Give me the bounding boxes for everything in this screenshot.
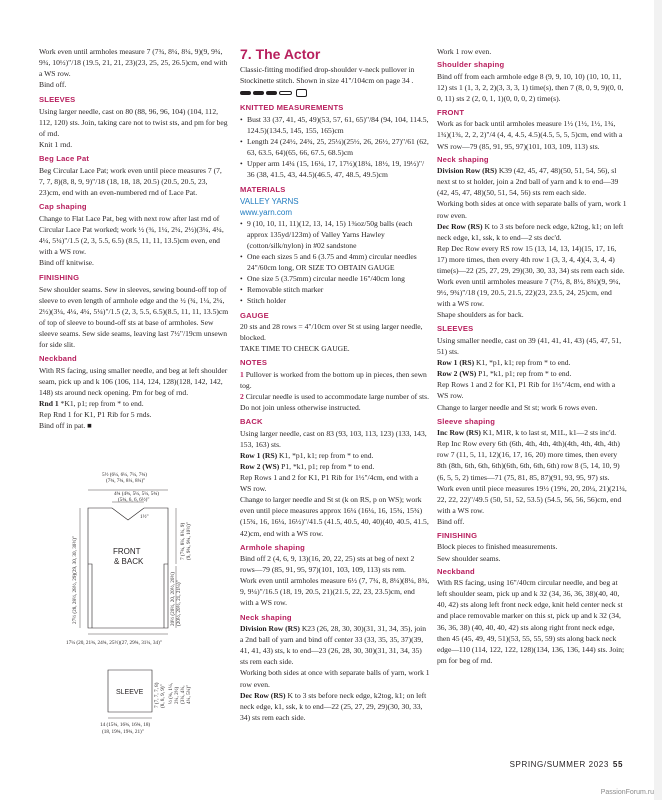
back-row-2 [240,461,430,472]
issue-label: SPRING/SUMMER 2023 [509,760,609,769]
armhole-measure-1: 7 (7¾, 8¼, 8¼, 9) [180,522,186,560]
front-heading: FRONT [437,107,465,117]
front-dec-label: Dec Row (RS) [437,221,483,231]
side-measure-2: (20½, 20½, 21, 21¼)" [176,580,182,626]
schematic-diagram [40,468,230,742]
front-dec-text-4: Shape shoulders as for back. [437,310,524,320]
front-neck-shaping-heading: Neck shaping [437,154,489,164]
side-measure-1: 20½ (20½, 20, 20½, 20½) [170,571,176,626]
rnd1-instr: *K1, p1; rep from * to end. [58,398,144,408]
sleeves-text: Using larger needle, cast on 80 (88, 96, 96, 104) (104, 112, 112, 120) sts. Join, taking care not to twist sts, and pm for beg of rnd. [39,106,228,139]
armhole-shaping-text: Bind off 2 (4, 6, 9, 13)(16, 20, 22, 25) sts at beg of next 2 rows—79 (85, 91, 95, 97)(101, 103, 109, 113) sts rem. [240,554,415,575]
top-measure-1: 5½ (6¼, 6¼, 7¼, 7¾) [102,472,147,478]
finishing-heading: FINISHING [39,273,80,282]
material-yarn: • 9 (10, 10, 11, 11)(12, 13, 14, 15) 1¾oz/50g balls (each approx 135yd/123m) of Valley Yarns Hawley (cotton/silk/nylon) in #02 sandstone [240,218,430,251]
finishing-block: Block pieces to finished measurements. [437,542,558,552]
column-left [39,46,229,431]
note-1-text: Pullover is worked from the bottom up in pieces, then sewn tog. [240,369,427,390]
back-rib-text: Rep Rows 1 and 2 for K1, P1 Rib for 1½"/4cm, end with a WS row. [240,473,419,494]
material-circular-needle: • One size 5 (3.75mm) circular needle 16"/40cm long [240,273,430,284]
measurement-length: • Length 24 (24½, 24¾, 25, 25¼)(25½, 26, 26½, 27)"/61 (62, 63, 63.5, 64)(65, 66, 67.5, 68.5)cm [240,136,430,158]
sleeve-width-2: (18, 19¾, 19¾, 21)" [102,729,144,735]
measurements-list [240,114,430,181]
back-division-text-2: Working both sides at once with separate balls of yarn, work 1 row even. [240,668,430,689]
note-1-number: 1 [240,369,244,379]
sleeve-row-1-text: K1, *p1, k1; rep from * to end. [474,358,571,368]
schematic-svg [40,468,230,742]
inc-row-label: Inc Row (RS) [437,428,481,438]
rnd1-text [39,398,229,409]
pattern-subtitle: Classic-fitting modified drop-shoulder v-neck pullover in Stockinette stitch. Shown in size 41"/104cm on page 34 . [240,65,415,86]
material-needles: • One each sizes 5 and 6 (3.75 and 4mm) circular needles 24"/60cm long, OR SIZE TO OBTAIN GAUGE [240,251,430,273]
sleeve-stst-text: Change to larger needle and St st; work 6 rows even. [437,402,598,412]
front-dec-text-3: Work even until armholes measure 7 (7½, 8, 8½, 8¾)(9, 9¼, 9½, 9¾)"/18 (19, 20.5, 21.5, 22)(23, 23.5, 24, 25)cm, end with a WS row. [437,277,621,309]
neckband-text-2: With RS facing, using 16"/40cm circular needle, and beg at left shoulder seam, pick up and k 32 (34, 36, 36, 38)(40, 40, 40, 42) sts along left front neck edge, knit held center neck st and place removable marker on this st, pick up and k 32 (34, 36, 36, 38) (40, 40, 40, 42) sts along right front neck edge, then 45 (45, 49, 49, 51)(53, 55, 55, 59) sts along back neck edge—110 (114, 122, 122, 128)(134, 136, 136, 144) sts. Join; pm for beg of rnd. [437,578,625,665]
sleeve-cap-3: (3¼, 4¼, [180,685,186,704]
back-division-row [240,623,430,667]
material-marker: • Removable stitch marker [240,284,430,295]
sleeves-text-2: Knit 1 rnd. [39,140,73,150]
sleeve-row-2 [437,368,627,379]
rnd1-bindoff: Bind off in pat. ■ [39,421,92,431]
bust-measure: 17¼ (20, 21¾, 24¾, 25½)(27, 29¾, 31¼, 34)" [66,640,162,646]
gauge-heading: GAUGE [240,310,269,320]
footer-issue [510,760,623,769]
sleeve-label: SLEEVE [116,689,144,696]
materials-list [240,218,430,307]
armhole-notch-right [164,564,168,628]
shoulder-shaping-heading: Shoulder shaping [437,60,505,70]
back-dec-label: Dec Row (RS) [240,690,286,700]
back-dec-row [240,690,430,723]
sleeve-side-measure-1: 7 (7, 7, 7, 8) [154,682,160,708]
front-dec-row [437,221,627,243]
sleeve-width-1: 14 (15¾, 16¾, 16¾, 18) [100,722,151,728]
front-division-row [437,165,627,198]
skill-bar-1 [240,91,251,95]
materials-heading: MATERIALS [240,185,286,195]
inc-row-text: K1, M1R, k to last st, M1L, k1—2 sts inc'd. [480,428,617,438]
measurement-bust: • Bust 33 (37, 41, 45, 49)(53, 57, 61, 65)"/84 (94, 104, 114.5, 124.5)(134.5, 145, 155, 165)cm [240,114,430,136]
back-row-2-text: P1, *k1, p1; rep from * to end. [279,461,375,471]
back-dec-text: K to 3 sts before neck edge, k2tog, k1; on left neck edge, k1, ssk, k to end—22 (25, 27, 29, 29)(30, 30, 33, 34) sts rem each side. [240,690,427,722]
back-row-1 [240,450,430,461]
cap-shaping-text-2: Bind off knitwise. [39,257,94,267]
finishing-text: Sew shoulder seams. Sew in sleeves, sewing bound-off top of sleeve to even length of armhole edge and the ½ (¾, 1¼, 2¼, 2½)(3¼, 4¼, 4¼, 5¼)"/1.5 (2, 3, 5.5, 6.5)(8.5, 11, 11, 13.5)cm of top of sleeve to bound-off sts at base of armholes. Sew sleeve seams. Sew side seams, leaving last 7½"/19cm unsewn for side slit. [39,284,229,349]
sleeve-cap-1: ½ (¾, 1¼, [168,682,174,704]
front-division-text: K39 (42, 45, 47, 48)(50, 51, 54, 56), sl next st to st holder, join a 2nd ball of yarn and k to end—39 (42, 45, 47, 48)(50, 51, 54, 56) sts rem each side. [437,166,619,198]
front-division-label: Division Row (RS) [437,166,497,176]
finishing-heading-2: FINISHING [437,530,478,540]
back-row-1-text: K1, *p1, k1; rep from * to end. [277,450,374,460]
cap-shaping-heading: Cap shaping [39,202,87,212]
watermark: PassionForum.ru [600,789,654,796]
sleeves-cast-on: Using smaller needle, cast on 39 (41, 41, 41, 43) (45, 47, 51, 51) sts. [437,335,622,357]
back-heading: BACK [240,417,263,427]
sleeve-bindoff: Bind off. [437,516,465,526]
neck-measure-2: (5¾, 6, 6, 6½)" [118,497,150,503]
armhole-measure-2: (9, 9¾, 9¾, 10½)" [186,522,192,560]
neckband-text: With RS facing, using smaller needle, and beg at left shoulder seam, pick up and k 106 (106, 114, 124, 128)(128, 142, 142, 148) sts around neck opening. Pm for beg of rnd. [39,365,228,397]
armhole-text: Work even until armholes measure 7 (7¾, 8¼, 8¼, 9)(9, 9¾, 9¾, 10½)"/18 (19.5, 21, 21, 23)(23, 25, 25, 26.5)cm, end with a WS row. [39,47,228,79]
back-stst-text: Change to larger needle and St st (k on RS, p on WS); work even until piece measures approx 16¼ (16¼, 16, 15¾, 15¾)(15¾, 16, 16¼, 16½)"/41.5 (41.5, 40.5, 40, 40)(40, 40.5, 41.5, 42)cm, end with a WS row. [240,495,429,538]
page-number: 55 [612,760,623,769]
inc-row-text-2: Rep Inc Row every 6th (6th, 4th, 4th, 4th)(4th, 4th, 4th, 4th) row 7 (11, 5, 11, 12)(16, 17, 16, 20) more times, then every 8th (8th, 6th, 6th, 6th)(6th, 6th, 6th, 6th) row 8 (5, 14, 10, 9)(6, 5, 5, 2) times—71 (75, 81, 85, 87)(91, 93, 95, 97) sts. [437,439,620,482]
sleeve-shaping-heading: Sleeve shaping [437,416,496,426]
knitted-measurements-heading: KNITTED MEASUREMENTS [240,103,344,113]
sleeves-heading: SLEEVES [39,95,76,105]
column-middle [240,46,430,723]
sleeve-row-1 [437,357,627,368]
beg-lace-text: Beg Circular Lace Pat; work even until piece measures 7 (7, 7, 7, 8)(8, 8, 9, 9)"/18 (18, 18, 18, 20.5) (20.5, 20.5, 23, 23)cm, end with an even-numbered rnd of Lace Pat. [39,165,222,197]
inc-row [437,427,627,438]
shoulder-shaping-text: Bind off from each armhole edge 8 (9, 9, 10, 10) (10, 10, 11, 12) sts 1 (1, 3, 2, 2)(3, 3, 3, 1) time(s), then 7 (8, 0, 9, 9)(0, 0, 0, 11) sts 2 (2, 0, 1, 1)(0, 0, 0, 2) time(s). [437,71,624,103]
skill-bar-3 [266,91,277,95]
sleeve-row-2-label: Row 2 (WS) [437,369,477,379]
sleeve-rib-text: Rep Rows 1 and 2 for K1, P1 Rib for 1½"/4cm, end with a WS row. [437,380,616,401]
column-right [437,46,627,666]
gauge-check: TAKE TIME TO CHECK GAUGE. [240,344,350,354]
rnd1-repeat: Rep Rnd 1 for K1, P1 Rib for 5 rnds. [39,409,152,419]
back-division-label: Division Row (RS) [240,624,300,634]
neck-depth: 1½" [140,514,149,520]
gauge-text: 20 sts and 28 rows = 4"/10cm over St st using larger needle, blocked. [240,322,423,343]
front-back-label-1: FRONT [113,547,141,556]
front-dec-text: K to 3 sts before neck edge, k2tog, k1; on left neck edge, k1, ssk, k to end—2 sts dec'd. [437,221,624,242]
cap-shaping-text: Change to Flat Lace Pat, beg with next row after last rnd of Circular Lace Pat worked; work ½ (¾, 1¼, 2¼, 2½)(3¼, 4¼, 4¼, 5¼)"/1.5 (2, 3, 5.5, 6.5) (8.5, 11, 11, 13.5)cm even, end with a WS row. [39,213,224,256]
material-holder: • Stitch holder [240,295,430,306]
note-2 [240,391,430,413]
armhole-shaping-heading: Armhole shaping [240,542,306,552]
notes-heading: NOTES [240,358,268,368]
back-neck-shaping-heading: Neck shaping [240,612,292,622]
sleeve-row-2-text: P1, *k1, p1; rep from * to end. [476,369,572,379]
neck-measure-1: 4¾ (4¾, 5¼, 5¼, 5¾) [114,491,159,497]
sleeve-cap-2: 2¼, 2½) [174,686,180,704]
skill-level-indicator [240,87,430,99]
inc-row-text-3: Work even until piece measures 19½ (19¾, 20, 20¼, 21)(21¼, 22, 22, 22)"/49.5 (50, 51, 52, 53.5) (54.5, 56, 56, 56)cm, end with a WS row. [437,483,627,515]
neckband-heading-2: Neckband [437,566,475,576]
front-back-label-2: & BACK [114,557,144,566]
page-edge-strip [654,0,662,800]
pattern-title: 7. The Actor [240,46,321,62]
work-row-even: Work 1 row even. [437,47,492,56]
front-division-text-2: Working both sides at once with separate balls of yarn, work 1 row even. [437,199,627,220]
measurement-upper-arm: • Upper arm 14¼ (15, 16¼, 17, 17½)(18¼, 18½, 19, 19½)"/ 36 (38, 41.5, 43, 44.5)(46.5, 47, 48.5, 49.5)cm [240,158,430,180]
top-measure-2: (7¾, 7¾, 8¼, 8¼)" [106,478,146,484]
yarn-brand: VALLEY YARNS [240,196,299,206]
armhole-shaping-text-2: Work even until armholes measure 6½ (7, 7¾, 8, 8¼)(8¼, 8¾, 9, 9¼)"/16.5 (18, 19, 20.5, 21)(21.5, 22, 23, 23.5)cm, end with a WS row. [240,576,430,608]
beg-lace-heading: Beg Lace Pat [39,154,90,164]
skill-bar-4 [279,91,292,95]
armhole-notch-left [88,564,92,628]
sleeve-row-1-label: Row 1 (RS) [437,358,475,368]
back-division-text: K23 (26, 28, 30, 30)(31, 31, 34, 35), join a 2nd ball of yarn and bind off center 33 (33, 35, 35, 37)(39, 41, 41, 43) sts, k to end—23 (26, 28, 30, 30)(31, 31, 34, 35) sts rem each side. [240,624,427,667]
page-footer [0,760,662,774]
note-2-text: Circular needle is used to accommodate large number of sts. Do not join unless otherwise instructed. [240,391,430,413]
back-row-1-label: Row 1 (RS) [240,450,278,460]
yarn-website[interactable]: www.yarn.com [240,207,293,217]
body-outline [88,508,168,628]
sleeve-cap-4: 4¼, 5¼)" [186,684,192,704]
rnd1-label: Rnd 1 [39,398,59,408]
finishing-sew: Sew shoulder seams. [437,553,501,563]
back-row-2-label: Row 2 (WS) [240,461,280,471]
sleeve-side-measure-2: (8, 8, 9, 9)" [160,684,166,708]
sleeves-heading-2: SLEEVES [437,324,474,334]
note-1 [240,369,430,391]
front-text: Work as for back until armholes measure 1½ (1½, 1½, 1¾, 1¾)(1¾, 2, 2, 2)"/4 (4, 4, 4.5, 4.5)(4.5, 5, 5, 5)cm, end with a WS row—79 (85, 91, 95, 97)(101, 103, 109, 113) sts. [437,119,623,151]
difficulty-icon [296,89,307,97]
front-dec-text-2: Rep Dec Row every RS row 15 (13, 14, 13, 14)(15, 17, 16, 17) more times, then every 4th row 1 (3, 3, 4, 4)(4, 3, 4, 4) time(s)—22 (25, 27, 29, 29)(30, 30, 33, 34) sts rem each side. [437,243,625,275]
note-2-number: 2 [240,391,244,401]
armhole-bindoff: Bind off. [39,80,67,90]
neckband-heading: Neckband [39,354,77,364]
skill-bar-2 [253,91,264,95]
length-measure: 27½ (28, 28½, 28½, 29)(29, 30, 30, 30½)" [72,535,78,624]
back-text: Using larger needle, cast on 83 (93, 103, 113, 123) (133, 143, 153, 163) sts. [240,428,427,449]
